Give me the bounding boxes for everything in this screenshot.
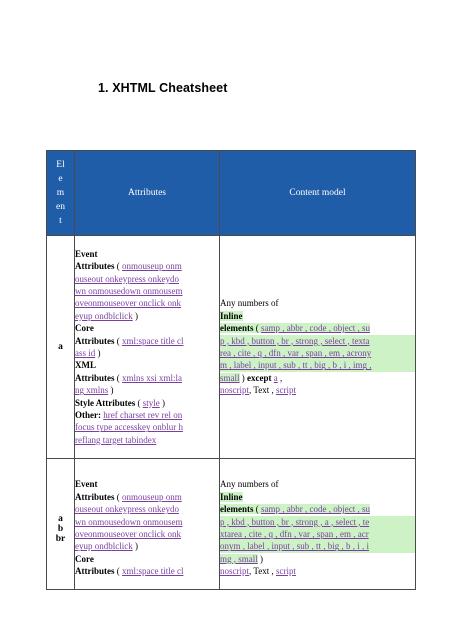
element-cell: a	[47, 236, 75, 459]
cm-link[interactable]: onym , label , input , sub , tt , big , b , i , i	[220, 540, 415, 552]
cm-text: , Text ,	[249, 566, 276, 577]
attr-link[interactable]: onmouseup onm	[122, 261, 182, 272]
header-element-line: e	[58, 174, 63, 184]
attributes-cell: Event Attributes ( onmouseup onm ouseout onkeypress onkeydo wn onmousedown onmousem oveonmouseover onclick onk eyup ondblclick ) Core Attributes ( xml:space title cl ass id ) XML Attributes ( xmlns xsi xml:la ng xmlns ) Style Attributes ( style ) Other: href charset rev rel on focus type accesskey onblur h reflang target tabindex	[75, 236, 220, 459]
cm-link[interactable]: noscript	[220, 385, 249, 396]
attr-link[interactable]: ouseout onkeypress onkeydo	[75, 504, 179, 515]
xml-label: XML	[75, 360, 96, 371]
event-label: Event	[75, 479, 98, 490]
cm-inline-label: Inline	[220, 310, 243, 321]
header-element	[47, 151, 75, 236]
page-heading: 1. XHTML Cheatsheet	[98, 81, 228, 95]
attr-link[interactable]: wn onmousedown onmousem	[75, 285, 183, 296]
attr-link[interactable]: href charset rev rel on	[103, 410, 183, 421]
cm-link[interactable]: rea , cite , q , dfn , var , span , em , acrony	[220, 347, 415, 359]
cm-link[interactable]: mg , small	[220, 553, 258, 564]
cm-link[interactable]: script	[275, 566, 296, 577]
cm-link[interactable]: p , kbd , button , br , strong , select , texta	[220, 335, 415, 347]
attr-link[interactable]: eyup ondblclick	[75, 310, 133, 321]
attr-link[interactable]: oveonmouseover onclick onk	[75, 298, 181, 309]
attr-link[interactable]: focus type accesskey onblur h	[75, 422, 183, 433]
content-model-cell: Any numbers of Inline elements ( samp , abbr , code , object , su p , kbd , button , br , strong , a , select , te xtarea , cite , q , dfn , var , span , em , acr onym , label , input , sub , tt , big , b , i , i mg , small ) noscript, Text , script	[220, 459, 416, 590]
element-name: b	[57, 524, 64, 534]
header-element-line: El	[56, 160, 65, 170]
attributes-cell: Event Attributes ( onmouseup onm ouseout onkeypress onkeydo wn onmousedown onmousem oveonmouseover onclick onk eyup ondblclick ) Core Attributes ( xml:space title cl	[75, 459, 220, 590]
attr-link[interactable]: reflang target tabindex	[75, 434, 157, 445]
attr-link[interactable]: xmlns xsi xml:la	[122, 372, 183, 383]
header-attributes: Attributes	[75, 151, 220, 236]
content-model-cell: Any numbers of Inline elements ( samp , abbr , code , object , su p , kbd , button , br , strong , select , texta rea , cite , q , dfn , var , span , em , acrony m , label , input , sub , tt , big , b , i , img , small ) except a , noscript, Text , script	[220, 236, 416, 459]
element-name: br	[55, 534, 66, 544]
cm-intro: Any numbers of	[220, 298, 279, 309]
header-content-model: Content model	[220, 151, 416, 236]
attr-link[interactable]: ass id	[75, 348, 96, 358]
attr-link[interactable]: onmouseup onm	[122, 491, 182, 502]
cm-link[interactable]: xtarea , cite , q , dfn , var , span , em , acr	[220, 528, 415, 540]
cm-link[interactable]: m , label , input , sub , tt , big , b , i , img ,	[220, 359, 415, 371]
table-row	[47, 459, 416, 590]
cm-link[interactable]: script	[275, 385, 296, 396]
header-element-line: m	[56, 188, 65, 198]
attr-link[interactable]: xml:space title cl	[122, 566, 184, 577]
attributes-label: Attributes	[75, 261, 115, 272]
attributes-label: Attributes	[75, 372, 115, 383]
cm-except-label: except	[247, 372, 272, 383]
table-header-row	[47, 151, 416, 236]
attr-link[interactable]: style	[142, 397, 160, 408]
cm-intro: Any numbers of	[220, 479, 279, 490]
attributes-label: Attributes	[75, 335, 115, 346]
attributes-label: Attributes	[75, 491, 115, 502]
cheatsheet-table	[46, 150, 416, 590]
cm-link[interactable]: samp , abbr , code , object , su	[261, 504, 370, 515]
header-element-line: t	[59, 216, 62, 226]
other-label: Other:	[75, 410, 101, 421]
cm-link[interactable]: samp , abbr , code , object , su	[261, 323, 370, 334]
element-name: a	[58, 514, 63, 524]
cm-elements-label: elements	[220, 504, 254, 515]
header-element-line: en	[56, 202, 65, 212]
style-label: Style Attributes	[75, 397, 136, 408]
attr-link[interactable]: xml:space title cl	[122, 335, 184, 346]
attr-link[interactable]: oveonmouseover onclick onk	[75, 529, 181, 539]
table-row	[47, 236, 416, 459]
cm-link[interactable]: p , kbd , button , br , strong , a , select , te	[220, 516, 415, 528]
core-label: Core	[75, 323, 94, 334]
attr-link[interactable]: eyup ondblclick	[75, 541, 133, 552]
event-label: Event	[75, 248, 98, 259]
attributes-label: Attributes	[75, 566, 115, 577]
core-label: Core	[75, 553, 94, 564]
attr-link[interactable]: wn onmousedown onmousem	[75, 516, 183, 527]
cm-link[interactable]: a	[273, 372, 278, 383]
attr-link[interactable]: ouseout onkeypress onkeydo	[75, 273, 179, 284]
cm-inline-label: Inline	[220, 491, 243, 502]
cm-link[interactable]: small	[220, 372, 240, 383]
cm-link[interactable]: noscript	[220, 566, 249, 577]
attr-link[interactable]: ng xmlns	[75, 385, 109, 396]
element-cell	[47, 459, 75, 590]
cm-text: , Text ,	[249, 385, 276, 396]
cm-elements-label: elements	[220, 323, 254, 334]
